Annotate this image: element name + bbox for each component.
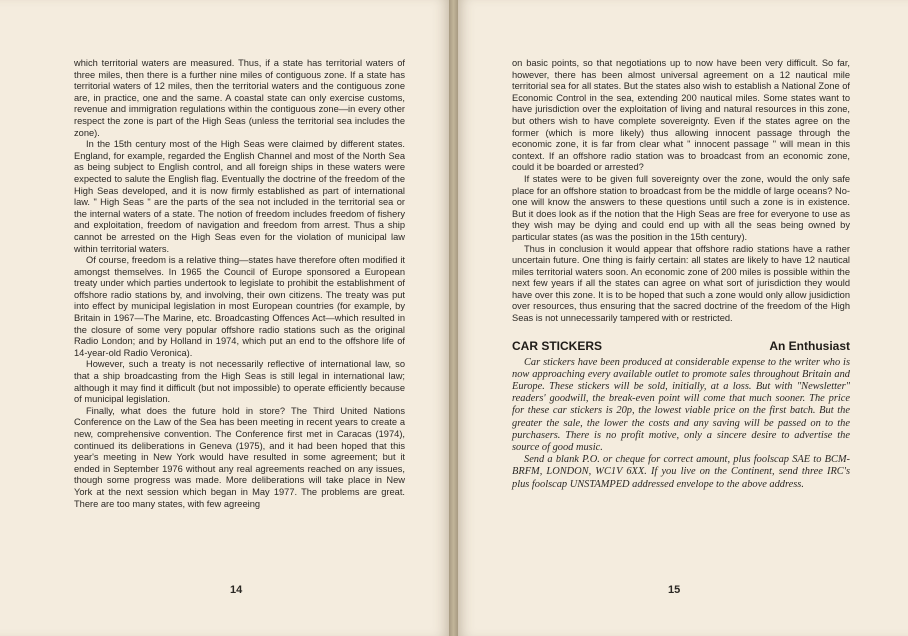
paragraph: on basic points, so that negotiations up to now have been very difficult. So far, however, there has been almost universal agreement on a 12 nautical mile territorial sea for all states. But the states also wish to establish a National Zone of Economic Control in the sea, extending 200 nautical miles. Some states want to have jurisdiction over the exploitation of living and natural resources in this zone, but others wish to have complete sovereignty. Even if the states agree on the former (which is more likely) thus allowing innocent passage through the economic zone, it is far from clear what " innocent passage " will mean in this context. If an offshore radio station was to broadcast from an economic zone, could it be boarded or arrested? — [512, 58, 850, 173]
section-heading — [512, 339, 850, 353]
section-author: An Enthusiast — [769, 338, 850, 353]
paragraph: which territorial waters are measured. Thus, if a state has territorial waters of three miles, then there is a further nine miles of contiguous zone. If a state has territorial waters of 12 miles, then the territorial waters and the contiguous zone are, in practice, one and the same. A coastal state can only exercise customs, revenue and immigration regulations within the contiguous zone—in every other respect the zone is part of the High Seas (unless the territorial sea includes the zone). — [74, 58, 405, 138]
page-number: 14 — [230, 584, 243, 596]
page-number: 15 — [668, 584, 681, 596]
paragraph: However, such a treaty is not necessarily reflective of international law, so that a ship broadcasting from the High Seas is still legal in international law; although it may find it difficult (but not impossible) to operate efficiently because of municipal legislation. — [74, 359, 405, 405]
italic-paragraph: Send a blank P.O. or cheque for correct amount, plus foolscap SAE to BCM-BRFM, LONDON, WC1V 6XX. If you live on the Continent, send three IRC's plus foolscap UNSTAMPED addressed envelope to the above address. — [512, 454, 850, 490]
right-page — [458, 0, 908, 636]
paragraph: If states were to be given full sovereignty over the zone, would the only safe place for an offshore station to broadcast from be the middle of large oceans? No-one will know the answers to these questions until such a zone is in existence. But it does look as if the notion that the High Seas are free for everyone to use as they wish may be dying and could end up with all the seas being owned by particular states (as was the position in the 15th century). — [512, 173, 850, 242]
paragraph: Thus in conclusion it would appear that offshore radio stations have a rather uncertain future. One thing is fairly certain: all states are likely to have 12 nautical miles territorial waters soon. An economic zone of 200 miles is possible within the next few years if all the states can agree on what sort of jurisdiction they would have over this zone. It is to be hoped that such a zone would only allow jusidiction over resources, thus ensuring that the sacred doctrine of the freedom of the High Seas is not unnecessarily tampered with or restricted. — [512, 243, 850, 324]
left-page — [0, 0, 449, 636]
italic-paragraph: Car stickers have been produced at considerable expense to the writer who is now approaching every available outlet to promote sales throughout Britain and Europe. These stickers will be sold, initially, at a loss. But with "Newsletter" readers' goodwill, the break-even point will come that much sooner. The price for these car stickers is 20p, the lowest viable price on the first batch. But the greater the sale, the lower the costs and any saving will be passed on to the purchasers. There is no profit motive, only a sincere desire to advertise the source of good music. — [512, 356, 850, 454]
paragraph: Finally, what does the future hold in store? The Third United Nations Conference on the Law of the Sea has been meeting in recent years to create a new, comprehensive convention. The Conference first met in Caracas (1974), continued its deliberations in Geneva (1975), and it had been hoped that this year's meeting in New York would have resulted in some agreement; but it ended in September 1976 without any real agreements reached on any issues, though some progress was made. More deliberations will take place in New York at the next session which began in May 1977. The problems are great. There are too many states, with few agreeing — [74, 405, 405, 509]
section-title: CAR STICKERS — [512, 338, 603, 353]
book-gutter — [449, 0, 458, 636]
paragraph: Of course, freedom is a relative thing—states have therefore often modified it amongst themselves. In 1965 the Council of Europe sponsored a European treaty under which parties undertook to legislate to prohibit the establishment of offshore radio stations by, and involving, their own citizens. The treaty was put into effect by municipal legislation in most European countries (for example, by Britain in 1967—The Marine, etc. Broadcasting Offences Act—which resulted in the closure of some very popular offshore radio stations such as the original Radio London; and by Holland in 1974, which put an end to the offshore life of 14-year-old Radio Veronica). — [74, 255, 405, 358]
paragraph: In the 15th century most of the High Seas were claimed by different states. England, for example, regarded the English Channel and most of the North Sea as being subject to English control, and all foreign ships in these waters were expected to salute the English flag. Eventually the doctrine of the freedom of the High Seas developed, and it is now firmly established as part of international law. " High Seas " are the parts of the sea not included in the territorial sea or the internal waters of a state. The notion of freedom includes freedom of fishery and exploitation, freedom of navigation and freedom from arrest. Thus a ship cannot be arrested on the High Seas even for the violation of municipal law within territorial waters. — [74, 139, 405, 254]
